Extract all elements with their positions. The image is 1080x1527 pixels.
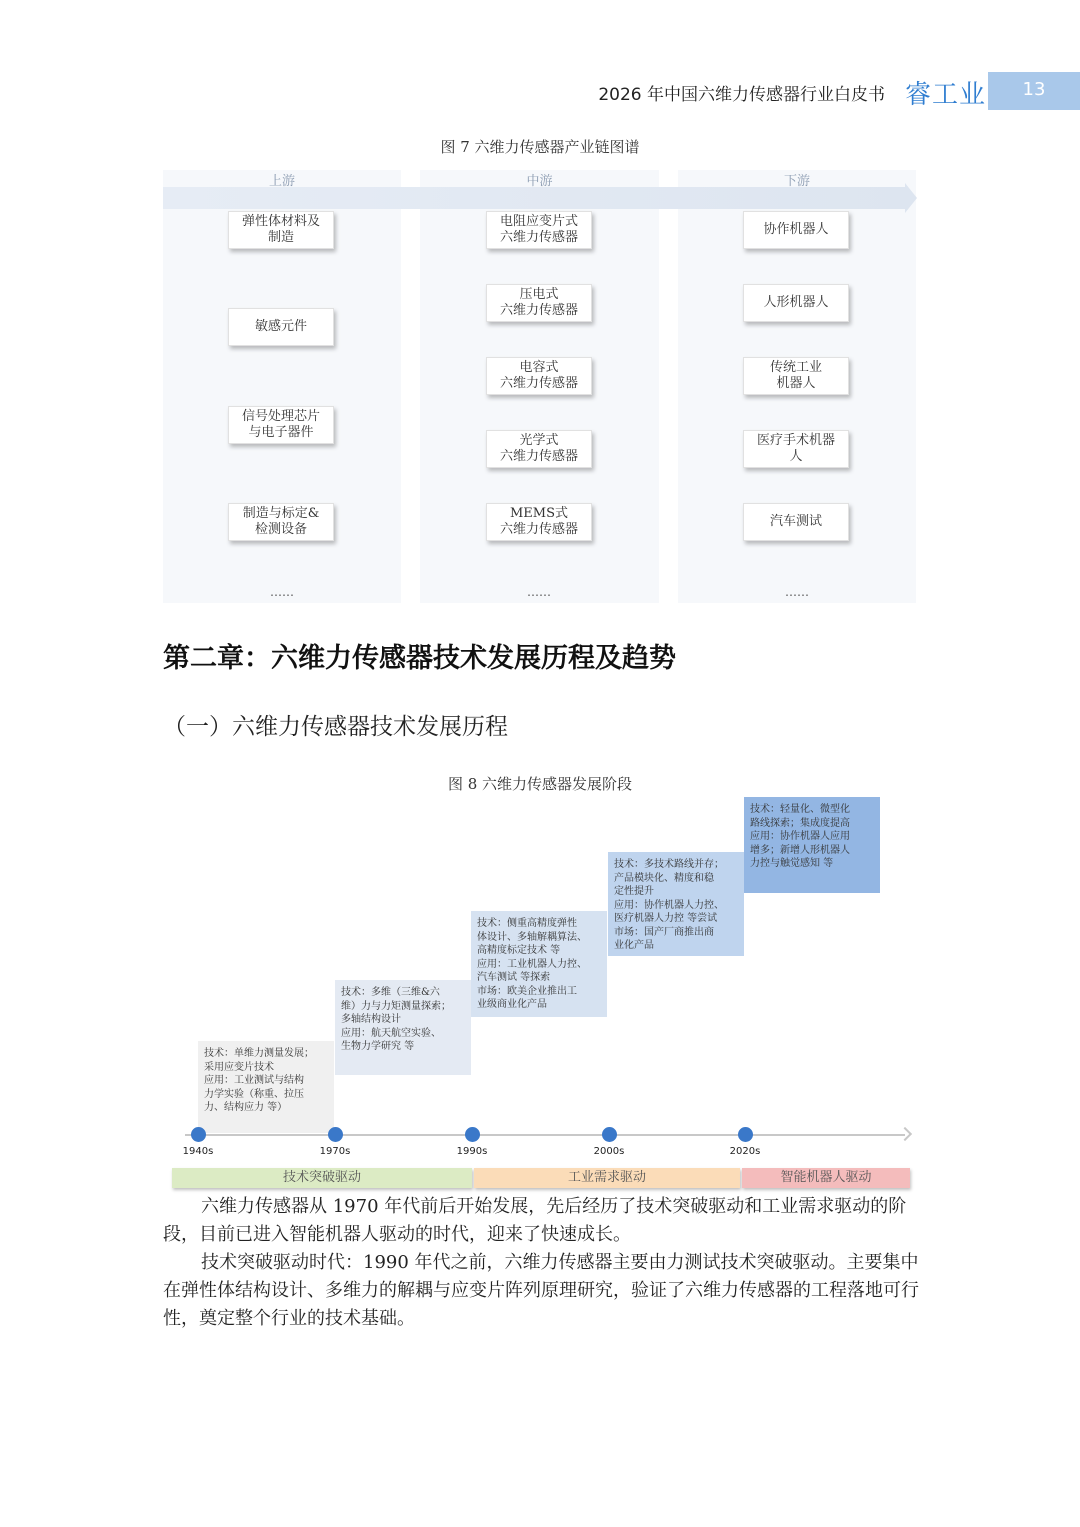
- chain-box: 传统工业 机器人: [743, 357, 849, 395]
- timeline-dot: [602, 1127, 617, 1142]
- figure7-caption: 图 7 六维力传感器产业链图谱: [440, 138, 640, 156]
- chain-box: 压电式 六维力传感器: [486, 284, 592, 322]
- chain-box: 光学式 六维力传感器: [486, 430, 592, 468]
- column-title-midstream: 中游: [526, 174, 553, 189]
- more-indicator: ……: [270, 585, 294, 599]
- more-indicator: ……: [527, 585, 551, 599]
- stage-box: 技术：多维（三维&六 维）力与力矩测量探索； 多轴结构设计 应用：航天航空实验、 生物力学研究 等: [335, 980, 471, 1075]
- page-number: 13: [988, 72, 1080, 110]
- timeline-tick-label: 2000s: [593, 1146, 625, 1157]
- section-title: （一）六维力传感器技术发展历程: [163, 714, 508, 740]
- chain-box: MEMS式 六维力传感器: [486, 503, 592, 541]
- phase-industrial-demand: 工业需求驱动: [474, 1168, 740, 1188]
- chain-box: 电阻应变片式 六维力传感器: [486, 211, 592, 249]
- timeline-axis: [185, 1134, 905, 1136]
- chain-box: 医疗手术机器 人: [743, 430, 849, 468]
- timeline-tick-label: 1990s: [456, 1146, 488, 1157]
- stage-box: 技术：侧重高精度弹性 体设计、多轴解耦算法、 高精度标定技术 等 应用：工业机器人力控、 汽车测试 等探索 市场：欧美企业推出工 业级商业化产品: [471, 911, 607, 1017]
- chain-box: 电容式 六维力传感器: [486, 357, 592, 395]
- chain-box: 敏感元件: [228, 308, 334, 346]
- phase-intelligent-robot: 智能机器人驱动: [742, 1168, 910, 1188]
- figure8-caption: 图 8 六维力传感器发展阶段: [447, 775, 633, 793]
- timeline-dot: [465, 1127, 480, 1142]
- column-title-upstream: 上游: [268, 174, 295, 189]
- brand-logo: 睿工业: [905, 80, 987, 110]
- more-indicator: ……: [785, 585, 809, 599]
- document-title: 2026 年中国六维力传感器行业白皮书: [598, 85, 885, 105]
- chain-box: 汽车测试: [743, 503, 849, 541]
- timeline-dot: [191, 1127, 206, 1142]
- chain-box: 协作机器人: [743, 211, 849, 249]
- chain-box: 人形机器人: [743, 284, 849, 322]
- timeline-dot: [738, 1127, 753, 1142]
- chapter-title: 第二章：六维力传感器技术发展历程及趋势: [163, 643, 676, 674]
- stage-box: 技术：单维力测量发展； 采用应变片技术 应用：工业测试与结构 力学实验（称重、拉压 力、结构应力 等）: [198, 1041, 334, 1133]
- column-title-downstream: 下游: [783, 174, 810, 189]
- stage-box: 技术：轻量化、微型化 路线探索；集成度提高 应用：协作机器人应用 增多；新增人形机器人 力控与触觉感知 等: [744, 797, 880, 893]
- timeline-arrow-tip: [898, 1127, 912, 1141]
- chain-box: 信号处理芯片 与电子器件: [228, 406, 334, 444]
- timeline-tick-label: 1970s: [319, 1146, 351, 1157]
- body-paragraph: 六维力传感器从 1970 年代前后开始发展，先后经历了技术突破驱动和工业需求驱动的阶段，目前已进入智能机器人驱动的时代，迎来了快速成长。: [163, 1196, 907, 1245]
- chain-box: 制造与标定& 检测设备: [228, 503, 334, 541]
- body-paragraph: 技术突破驱动时代：1990 年代之前，六维力传感器主要由力测试技术突破驱动。主要集中在弹性体结构设计、多维力的解耦与应变片阵列原理研究，验证了六维力传感器的工程落地可行性，奠定整个行业的技术基础。: [163, 1252, 919, 1329]
- timeline-dot: [328, 1127, 343, 1142]
- stage-box: 技术：多技术路线并存； 产品模块化、精度和稳 定性提升 应用：协作机器人力控、 医疗机器人力控 等尝试 市场：国产厂商推出商 业化产品: [608, 852, 744, 956]
- timeline-tick-label: 1940s: [182, 1146, 214, 1157]
- chain-box: 弹性体材料及 制造: [228, 211, 334, 249]
- phase-tech-breakthrough: 技术突破驱动: [172, 1168, 472, 1188]
- timeline-tick-label: 2020s: [729, 1146, 761, 1157]
